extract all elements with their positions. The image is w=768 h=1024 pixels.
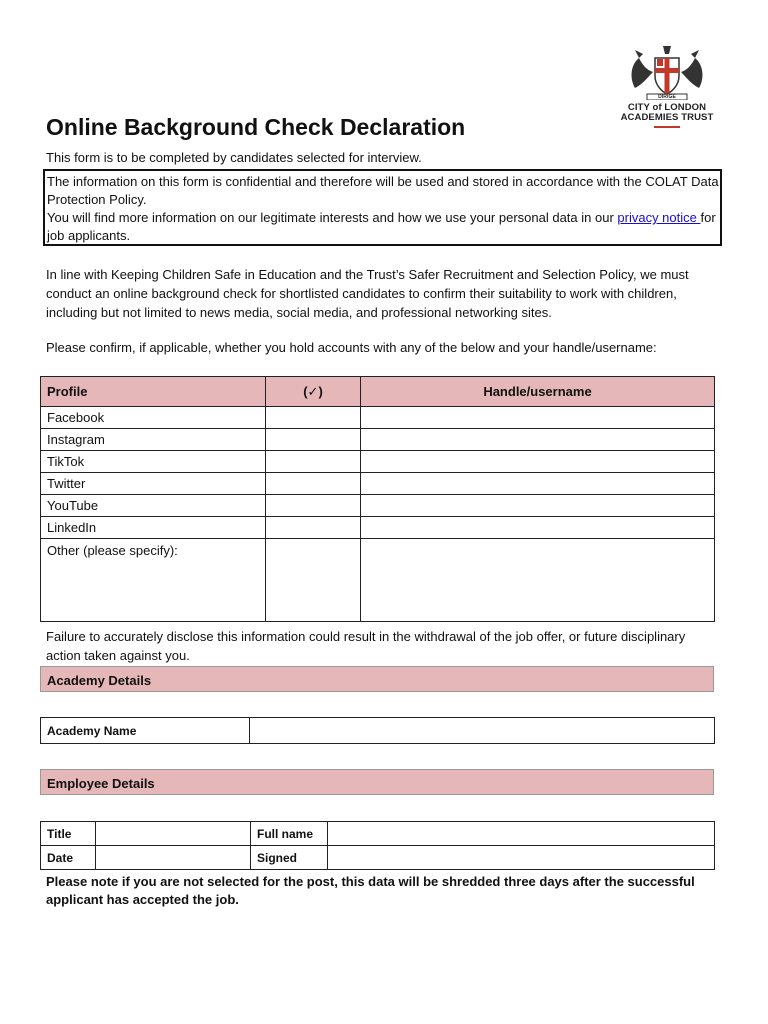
fullname-label: Full name bbox=[251, 822, 328, 846]
confirm-accounts-paragraph: Please confirm, if applicable, whether you hold accounts with any of the below and your handle/username: bbox=[46, 340, 657, 355]
handle-cell-instagram[interactable] bbox=[361, 429, 715, 451]
signed-label: Signed bbox=[251, 846, 328, 870]
employee-details-heading: Employee Details bbox=[40, 769, 714, 795]
trust-logo bbox=[612, 44, 722, 136]
academy-name-label: Academy Name bbox=[41, 718, 250, 744]
failure-warning: Failure to accurately disclose this information could result in the withdrawal of the job offer, or future disciplinary action taken against you. bbox=[46, 629, 686, 663]
notice-line-2-end: for job applicants. bbox=[47, 210, 716, 243]
profile-twitter: Twitter bbox=[41, 473, 266, 495]
social-profiles-table bbox=[40, 376, 715, 622]
academy-name-field[interactable] bbox=[250, 718, 715, 744]
table-row bbox=[41, 451, 715, 473]
data-retention-note: Please note if you are not selected for the post, this data will be shredded three days after the successful applicant has accepted the job. bbox=[46, 874, 695, 907]
header-check: (✓) bbox=[266, 377, 361, 407]
table-header-row bbox=[41, 377, 715, 407]
header-profile: Profile bbox=[41, 377, 266, 407]
profile-tiktok: TikTok bbox=[41, 451, 266, 473]
handle-cell-twitter[interactable] bbox=[361, 473, 715, 495]
profile-facebook: Facebook bbox=[41, 407, 266, 429]
notice-line-2 bbox=[47, 209, 719, 245]
handle-cell-facebook[interactable] bbox=[361, 407, 715, 429]
table-row bbox=[41, 539, 715, 622]
check-cell-twitter[interactable] bbox=[266, 473, 361, 495]
logo-motto: DIRIGE bbox=[658, 94, 676, 100]
confidentiality-notice bbox=[43, 169, 722, 246]
table-row bbox=[41, 473, 715, 495]
check-cell-instagram[interactable] bbox=[266, 429, 361, 451]
table-row bbox=[41, 407, 715, 429]
privacy-notice-link[interactable]: privacy notice bbox=[617, 210, 701, 225]
table-row bbox=[41, 495, 715, 517]
notice-line-1: The information on this form is confidential and therefore will be used and stored in accordance with the COLAT Data Protection Policy. bbox=[47, 174, 719, 207]
check-cell-tiktok[interactable] bbox=[266, 451, 361, 473]
handle-cell-youtube[interactable] bbox=[361, 495, 715, 517]
header-handle: Handle/username bbox=[361, 377, 715, 407]
logo-accent-rule bbox=[654, 126, 680, 128]
notice-line-2-start: You will find more information on our legitimate interests and how we use your personal data in our bbox=[47, 210, 618, 225]
table-row bbox=[41, 429, 715, 451]
check-cell-facebook[interactable] bbox=[266, 407, 361, 429]
fullname-field[interactable] bbox=[328, 822, 715, 846]
date-label: Date bbox=[41, 846, 96, 870]
handle-cell-other[interactable] bbox=[361, 539, 715, 622]
check-cell-linkedin[interactable] bbox=[266, 517, 361, 539]
profile-linkedin: LinkedIn bbox=[41, 517, 266, 539]
date-field[interactable] bbox=[96, 846, 251, 870]
check-cell-youtube[interactable] bbox=[266, 495, 361, 517]
profile-other: Other (please specify): bbox=[41, 539, 266, 622]
table-row bbox=[41, 718, 715, 744]
safeguarding-paragraph: In line with Keeping Children Safe in Education and the Trust’s Safer Recruitment and Selection Policy, we must conduct an online background check for shortlisted candidates to confirm their suitability to work with children, including but not limited to news media, social media, and professional networking sites. bbox=[46, 267, 689, 320]
handle-cell-linkedin[interactable] bbox=[361, 517, 715, 539]
signed-field[interactable] bbox=[328, 846, 715, 870]
profile-youtube: YouTube bbox=[41, 495, 266, 517]
table-row bbox=[41, 517, 715, 539]
check-cell-other[interactable] bbox=[266, 539, 361, 622]
page-title: Online Background Check Declaration bbox=[46, 114, 466, 140]
table-row bbox=[41, 822, 715, 846]
handle-cell-tiktok[interactable] bbox=[361, 451, 715, 473]
academy-details-table bbox=[40, 717, 715, 744]
coat-of-arms-icon bbox=[625, 44, 709, 100]
profile-instagram: Instagram bbox=[41, 429, 266, 451]
title-field[interactable] bbox=[96, 822, 251, 846]
table-row bbox=[41, 846, 715, 870]
logo-line-2: ACADEMIES TRUST bbox=[620, 112, 714, 123]
academy-details-heading: Academy Details bbox=[40, 666, 714, 692]
title-label: Title bbox=[41, 822, 96, 846]
intro-text: This form is to be completed by candidates selected for interview. bbox=[46, 150, 422, 165]
employee-details-table bbox=[40, 821, 715, 870]
logo-line-1: CITY of LONDON bbox=[627, 102, 707, 113]
